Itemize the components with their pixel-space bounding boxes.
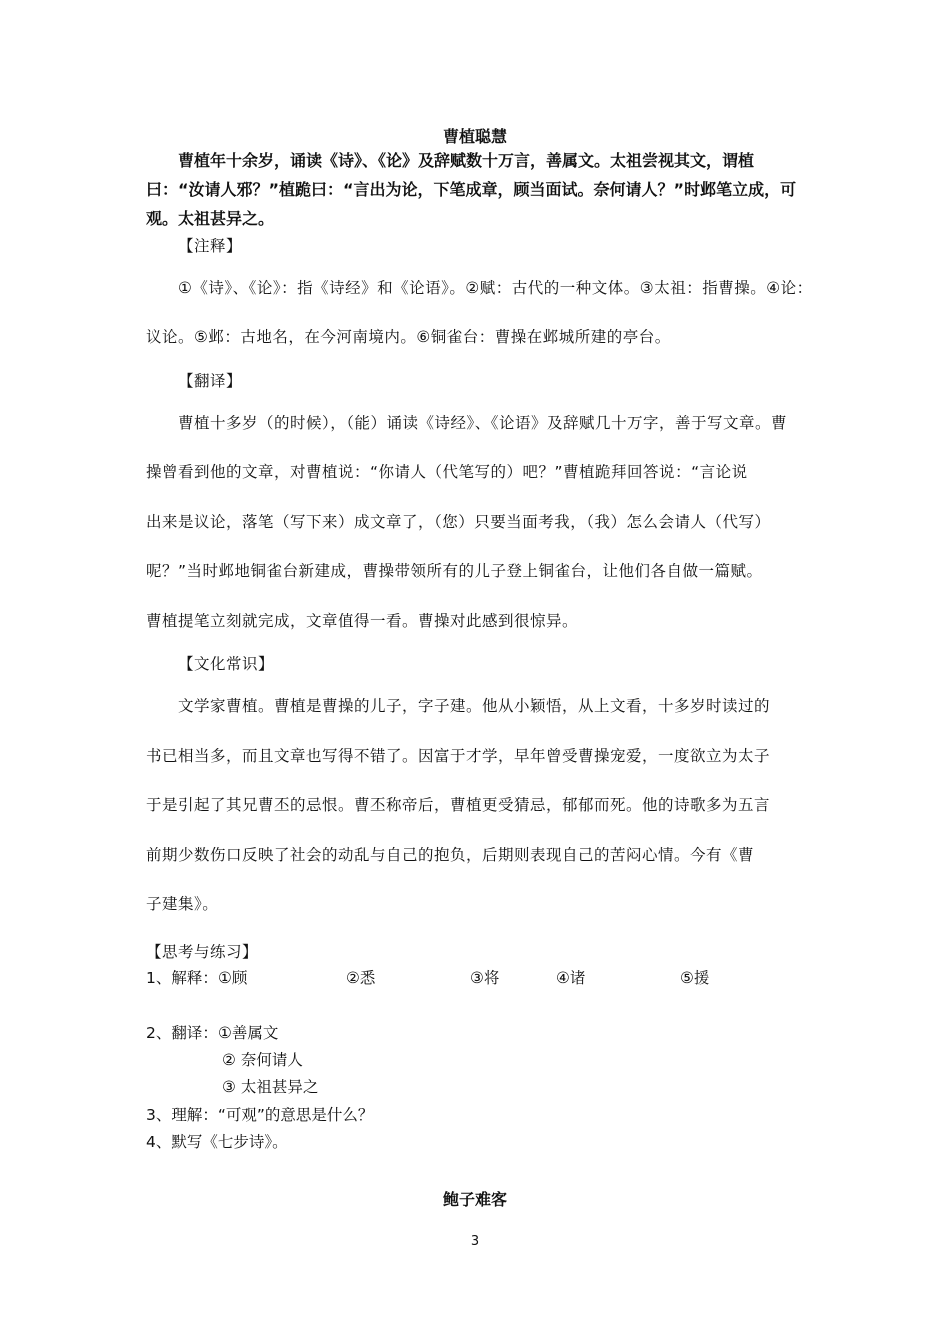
culture-line: 前期少数伤口反映了社会的动乱与自己的抱负，后期则表现自己的苦闷心情。今有《曹	[146, 846, 755, 864]
q1-item: ③将	[470, 969, 500, 987]
q1-label: 1、解释：	[146, 969, 218, 987]
q3-text: 3、理解：“可观”的意思是什么？	[146, 1106, 374, 1124]
q1-item: ④诸	[556, 969, 586, 987]
culture-line: 书已相当多，而且文章也写得不错了。因富于才学，早年曾受曹操宠爱，一度欲立为太子	[146, 747, 771, 765]
story-title: 曹植聪慧	[442, 127, 507, 146]
q2-item: ①善属文	[218, 1024, 279, 1042]
q1-item: ①顾	[218, 969, 248, 987]
translation-line: 曹植提笔立刻就完成，文章值得一看。曹操对此感到很惊异。	[146, 612, 579, 630]
original-text: 曹植年十余岁，诵读《诗》、《论》及辞赋数十万言，善属文。太祖尝视其文，谓植曰：“汝请人邪？”植跪曰：“言出为论，下笔成章，顾当面试。奈何请人？”时邺笔立成，可观。太祖甚异之。	[146, 151, 797, 228]
q1-item: ②悉	[346, 969, 376, 987]
notes-line: 议论。⑤邺：古地名，在今河南境内。⑥铜雀台：曹操在邺城所建的亭台。	[146, 328, 671, 346]
culture-heading: 【文化常识】	[178, 655, 275, 673]
translation-line: 操曾看到他的文章，对曹植说：“你请人（代笔写的）吧？”曹植跪拜回答说：“言论说	[146, 463, 748, 481]
exercises-heading: 【思考与练习】	[146, 943, 259, 961]
q2-item: ③ 太祖甚异之	[222, 1078, 319, 1096]
q2-label: 2、翻译：	[146, 1024, 218, 1042]
page-number: 3	[470, 1234, 480, 1249]
q4-text: 4、默写《七步诗》。	[146, 1133, 288, 1151]
translation-line: 曹植十多岁（的时候），（能）诵读《诗经》、《论语》及辞赋几十万字，善于写文章。曹	[178, 414, 788, 432]
translation-line: 出来是议论，落笔（写下来）成文章了，（您）只要当面考我，（我）怎么会请人（代写）	[146, 513, 771, 531]
q1-item: ⑤援	[680, 969, 710, 987]
q2-item: ② 奈何请人	[222, 1051, 303, 1069]
culture-line: 文学家曹植。曹植是曹操的儿子，字子建。他从小颖悟，从上文看，十多岁时读过的	[178, 697, 771, 715]
translation-heading: 【翻译】	[178, 372, 243, 390]
next-story-title: 鲍子难客	[442, 1190, 507, 1209]
notes-line: ①《诗》、《论》：指《诗经》和《论语》。②赋：古代的一种文体。③太祖：指曹操。④论：	[178, 279, 813, 297]
notes-heading: 【注释】	[178, 237, 243, 255]
culture-line: 子建集》。	[146, 895, 219, 913]
translation-line: 呢？”当时邺地铜雀台新建成，曹操带领所有的儿子登上铜雀台，让他们各自做一篇赋。	[146, 562, 763, 580]
culture-line: 于是引起了其兄曹丕的忌恨。曹丕称帝后，曹植更受猜忌，郁郁而死。他的诗歌多为五言	[146, 796, 771, 814]
